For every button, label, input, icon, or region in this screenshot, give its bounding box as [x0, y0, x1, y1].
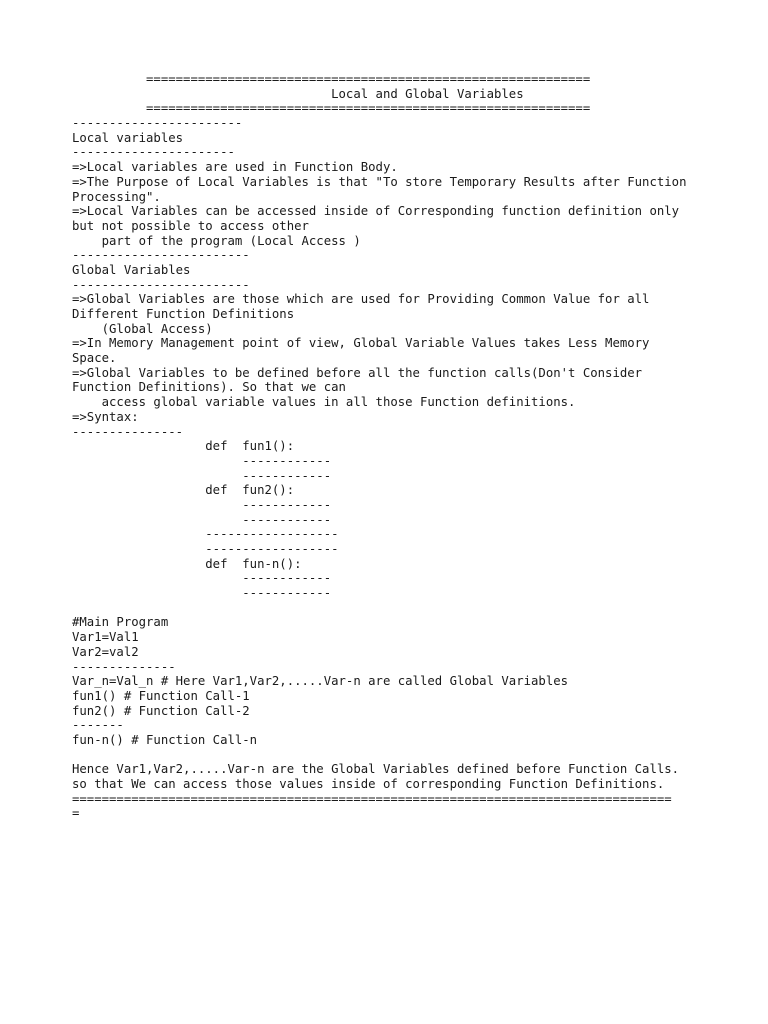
document-page: [72, 72, 712, 821]
code-line: --------------: [72, 659, 176, 674]
doc-line: Space.: [72, 351, 117, 366]
code-line: ------------: [72, 497, 332, 512]
section-heading-local: Local variables: [72, 130, 184, 145]
doc-line: Hence Var1,Var2,.....Var-n are the Global Variables defined before Function Calls.: [72, 762, 680, 777]
code-line: ------------: [72, 512, 332, 527]
doc-line: ------------------------: [72, 248, 250, 263]
code-line: ------------------: [72, 542, 339, 556]
code-line: fun1() # Function Call-1: [72, 688, 250, 703]
doc-line: -----------------------: [72, 116, 243, 131]
code-line: def fun2():: [72, 483, 295, 498]
doc-line: (Global Access): [72, 321, 213, 336]
code-line: Var_n=Val_n # Here Var1,Var2,.....Var-n are called Global Variables: [72, 674, 569, 689]
code-line: ------------: [72, 468, 332, 483]
blank-line: [72, 601, 712, 616]
doc-line: Processing".: [72, 189, 161, 204]
syntax-heading: =>Syntax:: [72, 409, 139, 424]
doc-line: ----------------------: [72, 145, 235, 160]
doc-line: part of the program (Local Access ): [72, 233, 361, 248]
code-line: ------------: [72, 586, 332, 601]
doc-line: so that We can access those values inside of corresponding Function Definitions.: [72, 777, 665, 791]
doc-line: Function Definitions). So that we can: [72, 380, 346, 395]
code-line: Var1=Val1: [72, 630, 139, 645]
doc-line: ============================================================: [72, 72, 591, 86]
page-title: Local and Global Variables: [72, 86, 524, 101]
doc-line: ------------------------: [72, 277, 250, 292]
doc-line: ---------------: [72, 424, 184, 439]
blank-line: [72, 748, 712, 763]
code-line: ------------: [72, 453, 332, 468]
doc-line: Different Function Definitions: [72, 307, 295, 321]
code-line: Var2=val2: [72, 644, 139, 659]
code-line: ------------: [72, 571, 332, 586]
code-line: -------: [72, 718, 124, 733]
code-line: fun2() # Function Call-2: [72, 703, 250, 718]
doc-line: =>The Purpose of Local Variables is that "To store Temporary Results after Function: [72, 174, 687, 189]
doc-line: =>Local Variables can be accessed inside of Corresponding function definition only: [72, 204, 680, 219]
code-line: #Main Program: [72, 615, 169, 630]
code-line: def fun1():: [72, 439, 295, 454]
doc-line: =>Global Variables are those which are used for Providing Common Value for all: [72, 292, 650, 307]
doc-line: =: [72, 806, 80, 821]
section-heading-global: Global Variables: [72, 262, 191, 277]
code-line: ------------------: [72, 527, 339, 542]
doc-line: =>Global Variables to be defined before all the function calls(Don't Consider: [72, 365, 643, 380]
doc-line: but not possible to access other: [72, 218, 309, 233]
doc-line: =================================================================================: [72, 791, 672, 806]
doc-line: ============================================================: [72, 101, 591, 116]
code-line: fun-n() # Function Call-n: [72, 732, 258, 747]
doc-line: =>In Memory Management point of view, Global Variable Values takes Less Memory: [72, 336, 650, 351]
doc-line: access global variable values in all those Function definitions.: [72, 395, 576, 410]
code-line: def fun-n():: [72, 556, 302, 571]
doc-line: =>Local variables are used in Function Body.: [72, 160, 398, 175]
